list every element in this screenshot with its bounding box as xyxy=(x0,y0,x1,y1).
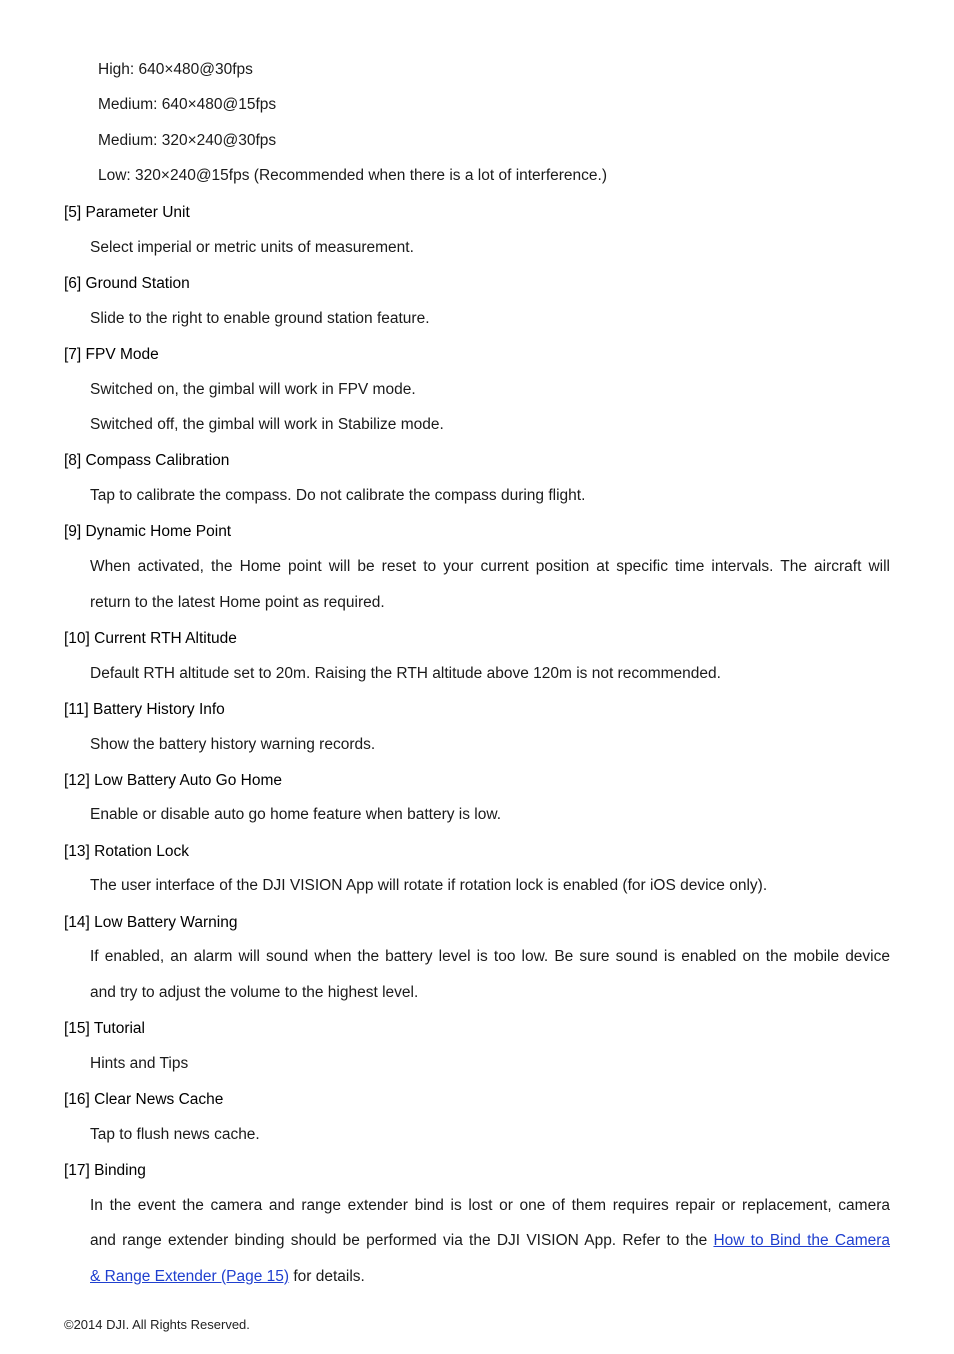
heading-current-rth-altitude: [10] Current RTH Altitude xyxy=(64,630,237,647)
body-fpv-mode-on: Switched on, the gimbal will work in FPV mode. xyxy=(90,381,416,398)
body-battery-history-info: Show the battery history warning records. xyxy=(90,736,376,753)
body-low-battery-auto-go-home: Enable or disable auto go home feature when battery is low. xyxy=(90,806,502,823)
body-binding-2-text: and range extender binding should be performed via the DJI VISION App. Refer to the xyxy=(90,1232,714,1249)
heading-fpv-mode: [7] FPV Mode xyxy=(64,346,159,363)
body-compass-calibration: Tap to calibrate the compass. Do not calibrate the compass during flight. xyxy=(90,487,586,504)
resolution-option-low: Low: 320×240@15fps (Recommended when there is a lot of interference.) xyxy=(98,167,608,184)
heading-ground-station: [6] Ground Station xyxy=(64,275,190,292)
body-binding-3 xyxy=(90,1267,365,1287)
heading-clear-news-cache: [16] Clear News Cache xyxy=(64,1091,224,1108)
body-dynamic-home-point-1: When activated, the Home point will be reset to your current position at specific time intervals. The aircraft will xyxy=(90,558,890,575)
resolution-option-medium-30: Medium: 320×240@30fps xyxy=(98,132,277,149)
heading-low-battery-auto-go-home: [12] Low Battery Auto Go Home xyxy=(64,772,282,789)
body-clear-news-cache: Tap to flush news cache. xyxy=(90,1126,260,1143)
body-ground-station: Slide to the right to enable ground station feature. xyxy=(90,310,430,327)
body-fpv-mode-off: Switched off, the gimbal will work in Stabilize mode. xyxy=(90,416,444,433)
bind-camera-link-part1[interactable]: How to Bind the Camera xyxy=(713,1232,891,1249)
heading-low-battery-warning: [14] Low Battery Warning xyxy=(64,914,238,931)
heading-compass-calibration: [8] Compass Calibration xyxy=(64,452,230,469)
body-dynamic-home-point-2: return to the latest Home point as required. xyxy=(90,594,385,611)
body-tutorial: Hints and Tips xyxy=(90,1055,189,1072)
body-parameter-unit: Select imperial or metric units of measurement. xyxy=(90,239,414,256)
body-low-battery-warning-2: and try to adjust the volume to the highest level. xyxy=(90,984,419,1001)
heading-tutorial: [15] Tutorial xyxy=(64,1020,145,1037)
heading-battery-history-info: [11] Battery History Info xyxy=(64,701,225,718)
resolution-option-medium-15: Medium: 640×480@15fps xyxy=(98,96,277,113)
body-rotation-lock: The user interface of the DJI VISION App will rotate if rotation lock is enabled (for iOS device only). xyxy=(90,877,768,894)
body-binding-1: In the event the camera and range extender bind is lost or one of them requires repair or replacement, camera xyxy=(90,1197,890,1214)
resolution-option-high: High: 640×480@30fps xyxy=(98,61,253,78)
bind-camera-link-part2[interactable]: & Range Extender (Page 15) xyxy=(90,1268,290,1285)
copyright-footer: ©2014 DJI. All Rights Reserved. xyxy=(64,1317,250,1332)
body-current-rth-altitude: Default RTH altitude set to 20m. Raising the RTH altitude above 120m is not recommended. xyxy=(90,665,721,682)
heading-binding: [17] Binding xyxy=(64,1162,146,1179)
body-low-battery-warning-1: If enabled, an alarm will sound when the battery level is too low. Be sure sound is enabled on the mobile device xyxy=(90,948,890,965)
heading-dynamic-home-point: [9] Dynamic Home Point xyxy=(64,523,232,540)
body-binding-2 xyxy=(90,1231,890,1251)
heading-parameter-unit: [5] Parameter Unit xyxy=(64,204,190,221)
heading-rotation-lock: [13] Rotation Lock xyxy=(64,843,189,860)
body-binding-3-text: for details. xyxy=(289,1268,365,1285)
